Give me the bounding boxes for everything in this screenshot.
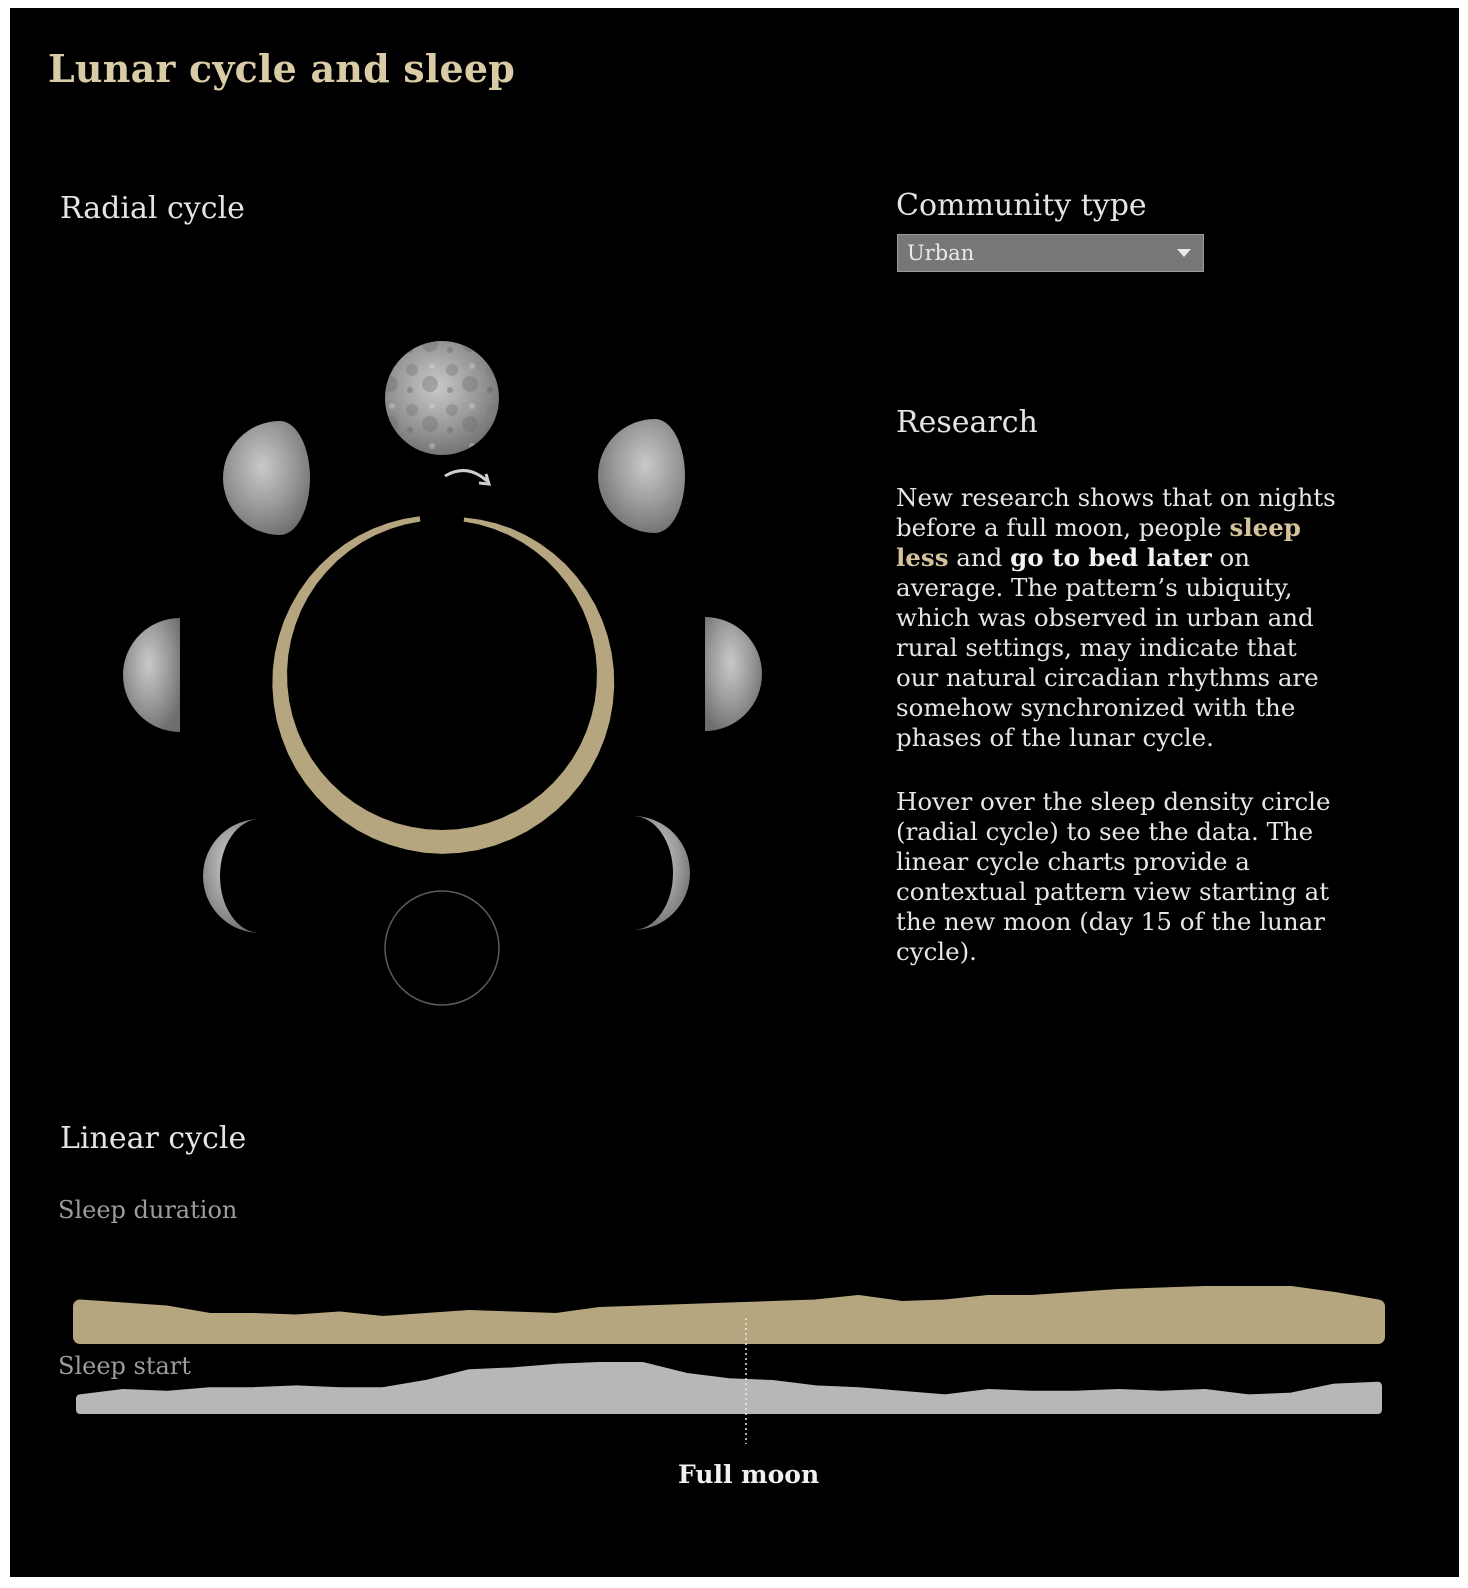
sleep-duration-area[interactable] <box>80 1293 1378 1337</box>
full-moon-icon <box>385 341 499 455</box>
linear-cycle-chart <box>10 1278 1459 1458</box>
waxing-gibbous-icon <box>223 421 310 535</box>
rotation-arrow-icon <box>445 471 489 484</box>
research-paragraph-1: New research shows that on nights before a full moon, people sleep less and go to bed later on average. The pattern’s ubiquity, which was observed in urban and rural settings, may indicate that our natural circadian rhythms are somehow synchronized with the phases of the lunar cycle. <box>896 483 1336 752</box>
waning-gibbous-icon <box>598 419 685 533</box>
page-title: Lunar cycle and sleep <box>48 46 516 91</box>
waxing-crescent-icon <box>203 819 260 933</box>
community-type-select[interactable] <box>897 234 1204 272</box>
research-paragraph-2: Hover over the sleep density circle (radial cycle) to see the data. The linear cycle charts provide a contextual pattern view starting at the new moon (day 15 of the lunar cycle). <box>896 787 1331 966</box>
bed-later-highlight: go to bed later <box>1010 543 1212 572</box>
linear-cycle-heading: Linear cycle <box>60 1121 247 1156</box>
first-quarter-icon <box>123 618 180 732</box>
research-text <box>896 483 1346 1001</box>
sleep-density-ring[interactable] <box>272 516 614 854</box>
sleep-start-area[interactable] <box>80 1366 1378 1410</box>
sleep-less-highlight: sleep less <box>896 513 1301 572</box>
community-type-heading: Community type <box>896 188 1147 223</box>
app-canvas <box>10 8 1459 1577</box>
last-quarter-icon <box>705 617 762 731</box>
research-heading: Research <box>896 405 1038 440</box>
radial-cycle-heading: Radial cycle <box>60 191 245 226</box>
sleep-start-label: Sleep start <box>58 1352 191 1380</box>
radial-cycle-chart <box>100 318 780 1018</box>
dropdown-arrow-icon <box>1177 249 1191 257</box>
full-moon-marker-label: Full moon <box>678 1460 820 1489</box>
sleep-duration-label: Sleep duration <box>58 1196 238 1224</box>
waning-crescent-icon <box>633 816 690 930</box>
community-type-value: Urban <box>907 241 975 265</box>
new-moon-icon <box>385 891 499 1005</box>
